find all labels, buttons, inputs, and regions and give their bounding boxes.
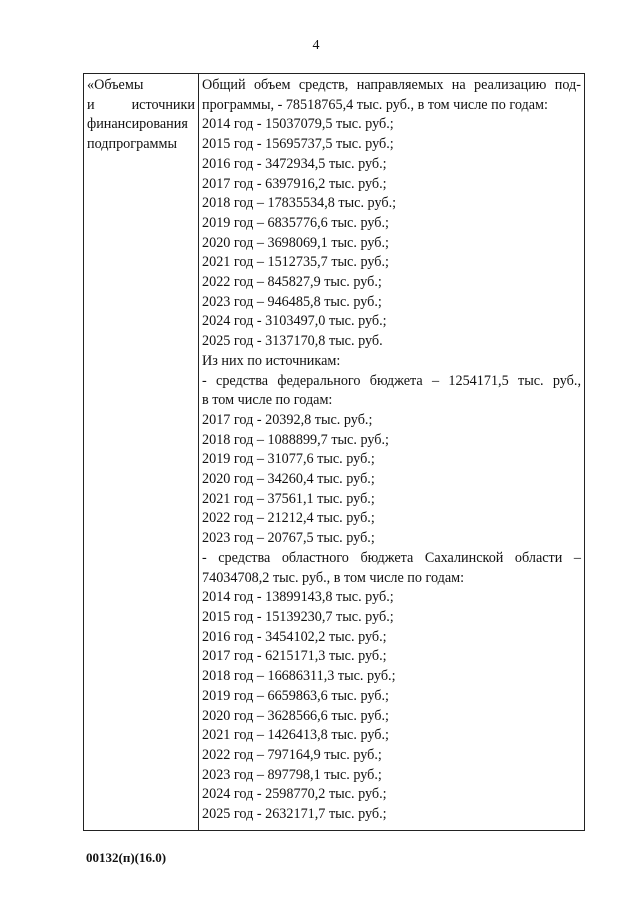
list-item: 2014 год - 15037079,5 тыс. руб.;: [202, 116, 394, 133]
list-item: 2023 год – 897798,1 тыс. руб.;: [202, 766, 382, 783]
header-line: подпрограммы: [87, 136, 177, 153]
sources-heading: Из них по источникам:: [202, 352, 341, 369]
header-line: [87, 96, 195, 116]
federal-budget-line: в том числе по годам:: [202, 392, 333, 409]
list-item: 2020 год – 3628566,6 тыс. руб.;: [202, 707, 389, 724]
list-item: 2016 год - 3472934,5 тыс. руб.;: [202, 155, 387, 172]
list-item: 2018 год – 17835534,8 тыс. руб.;: [202, 195, 397, 212]
header-line: «Объемы: [87, 77, 144, 93]
list-item: 2018 год – 16686311,3 тыс. руб.;: [202, 668, 396, 685]
header-line: финансирования: [87, 116, 188, 133]
list-item: 2024 год - 2598770,2 тыс. руб.;: [202, 786, 387, 803]
list-item: 2017 год - 6397916,2 тыс. руб.;: [202, 175, 387, 192]
list-item: 2021 год – 37561,1 тыс. руб.;: [202, 490, 375, 507]
list-item: 2019 год – 6835776,6 тыс. руб.;: [202, 214, 389, 231]
list-item: 2025 год - 2632171,7 тыс. руб.;: [202, 806, 387, 823]
list-item: 2025 год - 3137170,8 тыс. руб.: [202, 333, 383, 350]
federal-budget-line: - средства федерального бюджета – 1254171,5 тыс. руб.,: [202, 372, 581, 389]
list-item: 2021 год – 1512735,7 тыс. руб.;: [202, 254, 389, 271]
list-item: 2021 год – 1426413,8 тыс. руб.;: [202, 727, 389, 744]
list-item: 2019 год – 6659863,6 тыс. руб.;: [202, 687, 389, 704]
list-item: 2017 год - 20392,8 тыс. руб.;: [202, 411, 373, 428]
list-item: 2022 год – 797164,9 тыс. руб.;: [202, 746, 382, 763]
intro-line: программы, - 78518765,4 тыс. руб., в том числе по годам:: [202, 96, 548, 113]
list-item: 2022 год – 845827,9 тыс. руб.;: [202, 274, 382, 291]
regional-by-year-list: [202, 588, 581, 824]
list-item: 2022 год – 21212,4 тыс. руб.;: [202, 510, 375, 527]
list-item: 2020 год – 3698069,1 тыс. руб.;: [202, 234, 389, 251]
list-item: 2024 год - 3103497,0 тыс. руб.;: [202, 313, 387, 330]
regional-budget-line: - средства областного бюджета Сахалинской области –: [202, 549, 581, 566]
header-word: и: [87, 96, 95, 113]
list-item: 2014 год - 13899143,8 тыс. руб.;: [202, 589, 394, 606]
list-item: 2015 год - 15139230,7 тыс. руб.;: [202, 608, 394, 625]
regional-budget-line: 74034708,2 тыс. руб., в том числе по годам:: [202, 569, 465, 586]
federal-by-year-list: [202, 411, 581, 549]
list-item: 2020 год – 34260,4 тыс. руб.;: [202, 471, 375, 488]
list-item: 2017 год - 6215171,3 тыс. руб.;: [202, 648, 387, 665]
table-content-cell: [202, 76, 581, 825]
list-item: 2019 год – 31077,6 тыс. руб.;: [202, 451, 375, 468]
header-word: источники: [131, 96, 195, 113]
funding-table: [83, 73, 585, 831]
list-item: 2016 год - 3454102,2 тыс. руб.;: [202, 628, 387, 645]
document-code: 00132(п)(16.0): [86, 850, 167, 865]
list-item: 2023 год – 946485,8 тыс. руб.;: [202, 293, 382, 310]
list-item: 2018 год – 1088899,7 тыс. руб.;: [202, 431, 389, 448]
column-divider: [198, 74, 199, 830]
total-by-year-list: [202, 115, 581, 351]
page-number: 4: [312, 38, 320, 53]
table-header-cell: [87, 76, 195, 155]
list-item: 2023 год – 20767,5 тыс. руб.;: [202, 530, 375, 547]
list-item: 2015 год - 15695737,5 тыс. руб.;: [202, 136, 394, 153]
intro-line: Общий объем средств, направляемых на реализацию под-: [202, 77, 581, 93]
